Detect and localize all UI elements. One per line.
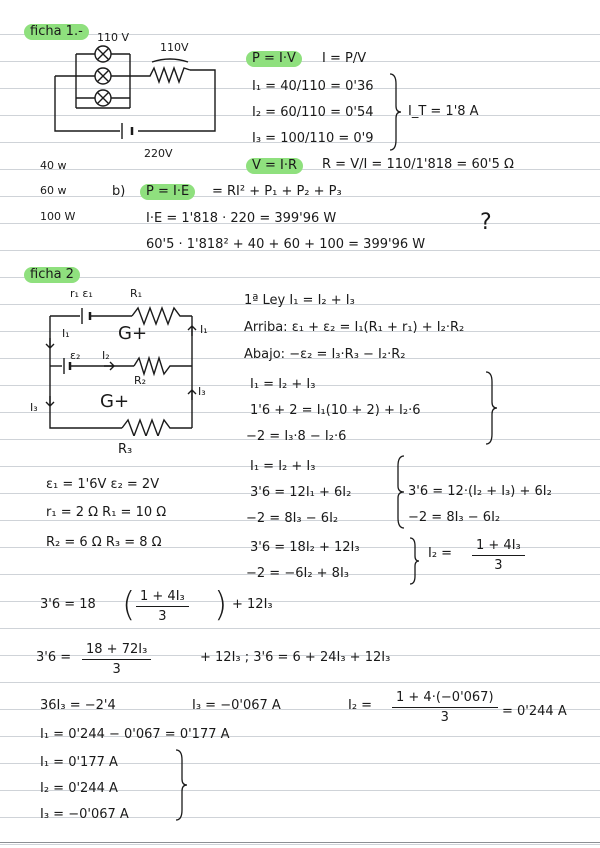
label-E2: ε₂ — [70, 349, 81, 362]
power-formula: P = I·V — [246, 51, 302, 67]
label-I1-left: I₁ — [62, 327, 70, 340]
solve-i2-result: = 0'244 A — [502, 704, 567, 719]
i1-line: I₁ = 40/110 = 0'36 — [252, 79, 374, 94]
label-G-bottom: G+ — [100, 391, 130, 412]
i2-expression-fraction — [472, 538, 525, 573]
i3-line: I₃ = 100/110 = 0'9 — [252, 131, 374, 146]
part-b-label: b) — [112, 184, 126, 199]
emf-values: ε₁ = 1'6V ε₂ = 2V — [46, 477, 160, 492]
system3-eq1: 3'6 = 12·(I₂ + I₃) + 6I₂ — [408, 484, 552, 499]
ohm-law: V = I·R — [246, 158, 303, 174]
result-i1: I₁ = 0'177 A — [40, 755, 118, 770]
loop-abajo: Abajo: −ε₂ = I₃·R₃ − I₂·R₂ — [244, 347, 406, 362]
section-title-ficha-1: ficha 1.- — [24, 24, 89, 40]
system4-eq1: 3'6 = 18I₂ + 12I₃ — [250, 540, 360, 555]
system1-eq3: −2 = I₃·8 − I₂·6 — [246, 429, 347, 444]
system2-eq3: −2 = 8I₃ − 6I₂ — [246, 511, 339, 526]
system4-eq2: −2 = −6I₂ + 8I₃ — [246, 566, 350, 581]
label-I1-right: I₁ — [200, 323, 208, 336]
brace-3 — [394, 454, 406, 530]
solve-i2-num: 1 + 4·(−0'067) — [392, 690, 498, 708]
sub2-rhs: + 12I₃ ; 3'6 = 6 + 24I₃ + 12I₃ — [200, 650, 391, 665]
circuit-diagram-1 — [40, 36, 230, 151]
question-mark: ? — [480, 210, 492, 235]
solve-i2-den: 3 — [440, 710, 449, 725]
brace-1 — [388, 72, 402, 152]
system2-eq1: I₁ = I₂ + I₃ — [250, 459, 316, 474]
label-R1: R₁ — [130, 287, 143, 300]
label-220v: 220V — [144, 147, 173, 160]
sub1-fraction — [136, 589, 189, 624]
label-110v-resistor: 110V — [160, 41, 189, 54]
total-current: I_T = 1'8 A — [408, 104, 479, 119]
brace-5 — [174, 748, 188, 822]
label-I3-right: I₃ — [198, 385, 206, 398]
label-40w: 40 w — [40, 159, 67, 172]
sub1-paren-open: ( — [122, 585, 136, 625]
i2-line: I₂ = 60/110 = 0'54 — [252, 105, 374, 120]
section-title-ficha-2: ficha 2 — [24, 267, 80, 283]
resistance-values-2: R₂ = 6 Ω R₃ = 8 Ω — [46, 535, 162, 550]
i2-expression-lhs: I₂ = — [428, 546, 453, 561]
energy-equation-b: = RI² + P₁ + P₂ + P₃ — [212, 184, 342, 199]
sub2-num: 18 + 72I₃ — [82, 642, 151, 660]
check-calculation: 60'5 · 1'818² + 40 + 60 + 100 = 399'96 W — [146, 237, 426, 252]
circuit-diagram-2 — [42, 296, 212, 436]
i1-calculation: I₁ = 0'244 − 0'067 = 0'177 A — [40, 727, 230, 742]
system1-eq1: I₁ = I₂ + I₃ — [250, 377, 316, 392]
resistance-calc: R = V/I = 110/1'818 = 60'5 Ω — [322, 157, 514, 172]
i2-expression-num: 1 + 4I₃ — [472, 538, 525, 556]
label-100w: 100 W — [40, 210, 76, 223]
solve-i3-result: I₃ = −0'067 A — [192, 698, 281, 713]
label-I2: I₂ — [102, 349, 110, 362]
sub2-fraction — [82, 642, 151, 677]
sub2-den: 3 — [112, 662, 121, 677]
i2-expression-den: 3 — [494, 558, 503, 573]
system3-eq2: −2 = 8I₃ − 6I₂ — [408, 510, 501, 525]
brace-2 — [484, 370, 498, 446]
sub1-lhs: 3'6 = 18 — [40, 597, 96, 612]
sub1-num: 1 + 4I₃ — [136, 589, 189, 607]
resistance-values-1: r₁ = 2 Ω R₁ = 10 Ω — [46, 505, 167, 520]
solve-i2-fraction — [392, 690, 498, 725]
label-I3-left: I₃ — [30, 401, 38, 414]
sub2-lhs: 3'6 = — [36, 650, 72, 665]
system2-eq2: 3'6 = 12I₁ + 6I₂ — [250, 485, 352, 500]
result-i3: I₃ = −0'067 A — [40, 807, 129, 822]
ie-calculation: I·E = 1'818 · 220 = 399'96 W — [146, 211, 337, 226]
label-G-top: G+ — [118, 323, 148, 344]
system1-eq2: 1'6 + 2 = I₁(10 + 2) + I₂·6 — [250, 403, 421, 418]
first-law: 1ª Ley I₁ = I₂ + I₃ — [244, 293, 355, 308]
current-formula: I = P/V — [322, 51, 367, 66]
solve-i2-lhs: I₂ = — [348, 698, 373, 713]
energy-equation-a: P = I·E — [140, 184, 195, 200]
label-r1-e1: r₁ ε₁ — [70, 287, 93, 300]
result-i2: I₂ = 0'244 A — [40, 781, 118, 796]
page-bottom-divider — [0, 842, 600, 843]
label-110v-top: 110 V — [97, 31, 130, 44]
brace-4 — [408, 536, 420, 586]
label-R2: R₂ — [134, 374, 147, 387]
sub1-den: 3 — [158, 609, 167, 624]
label-60w: 60 w — [40, 184, 67, 197]
sub1-rhs: + 12I₃ — [232, 597, 273, 612]
loop-arriba: Arriba: ε₁ + ε₂ = I₁(R₁ + r₁) + I₂·R₂ — [244, 320, 465, 335]
solve-i3-eq: 36I₃ = −2'4 — [40, 698, 116, 713]
label-R3: R₃ — [118, 442, 133, 457]
sub1-paren-close: ) — [214, 585, 228, 625]
